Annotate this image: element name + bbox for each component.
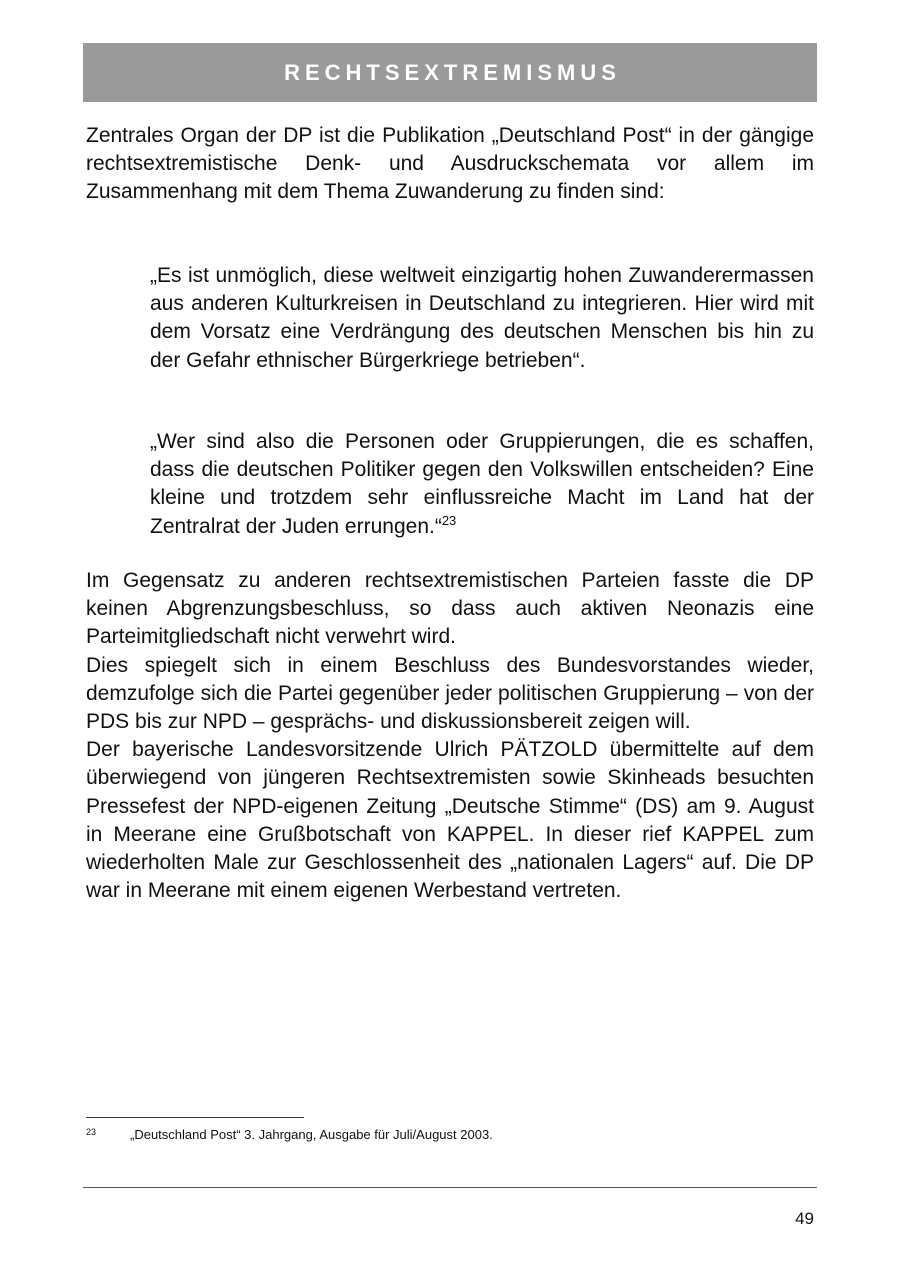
footnote-reference[interactable]: 23 — [441, 512, 457, 528]
block-quote-text: „Wer sind also die Personen oder Gruppierungen, die es schaffen, dass die deutschen Politiker gegen den Volkswillen entscheiden? Eine kleine und trotzdem sehr einflussreiche Macht im Land hat der Zentralrat der Juden errungen.“ — [150, 430, 814, 538]
page-number: 49 — [795, 1209, 814, 1228]
paragraph: Der bayerische Landesvorsitzende Ulrich PÄTZOLD übermittelte auf dem überwiegend von jüngeren Rechtsextremisten sowie Skinheads besuchten Pressefest der NPD-eigenen Zeitung „Deutsche Stimme“ (DS) am 9. August in Meerane eine Grußbotschaft von KAPPEL. In dieser rief KAPPEL zum wiederholten Male zur Geschlossenheit des „nationalen Lagers“ auf. Die DP war in Meerane mit einem eigenen Werbestand vertreten. — [86, 738, 814, 903]
block-quote: „Es ist unmöglich, diese weltweit einzigartig hohen Zuwanderermassen aus anderen Kulturkreisen in Deutschland zu integrieren. Hier wird mit dem Vorsatz eine Verdrängung des deutschen Menschen bis hin zu der Gefahr ethnischer Bürgerkriege betrieben“. — [150, 264, 814, 372]
footnote-number: 23 — [86, 1127, 97, 1137]
section-header-bar — [83, 43, 817, 102]
footnote-text: „Deutschland Post“ 3. Jahrgang, Ausgabe für Juli/August 2003. — [130, 1127, 493, 1142]
paragraph: Im Gegensatz zu anderen rechtsextremistischen Parteien fasste die DP keinen Abgrenzungsbeschluss, so dass auch aktiven Neonazis eine Parteimitgliedschaft nicht verwehrt wird. — [86, 569, 814, 649]
block-quote — [150, 428, 814, 541]
footer-divider — [83, 1187, 817, 1188]
footnote-separator — [86, 1117, 304, 1118]
intro-paragraph: Zentrales Organ der DP ist die Publikation „Deutschland Post“ in der gängige rechtsextremistische Denk- und Ausdruckschemata vor allem im Zusammenhang mit dem Thema Zuwanderung zu finden sind: — [86, 124, 814, 204]
main-text — [86, 567, 814, 905]
paragraph: Dies spiegelt sich in einem Beschluss des Bundesvorstandes wieder, demzufolge sich die Partei gegenüber jeder politischen Gruppierung – von der PDS bis zur NPD – gesprächs- und diskussionsbereit zeigen will. — [86, 653, 814, 734]
section-title: RECHTSEXTREMISMUS — [284, 59, 621, 85]
